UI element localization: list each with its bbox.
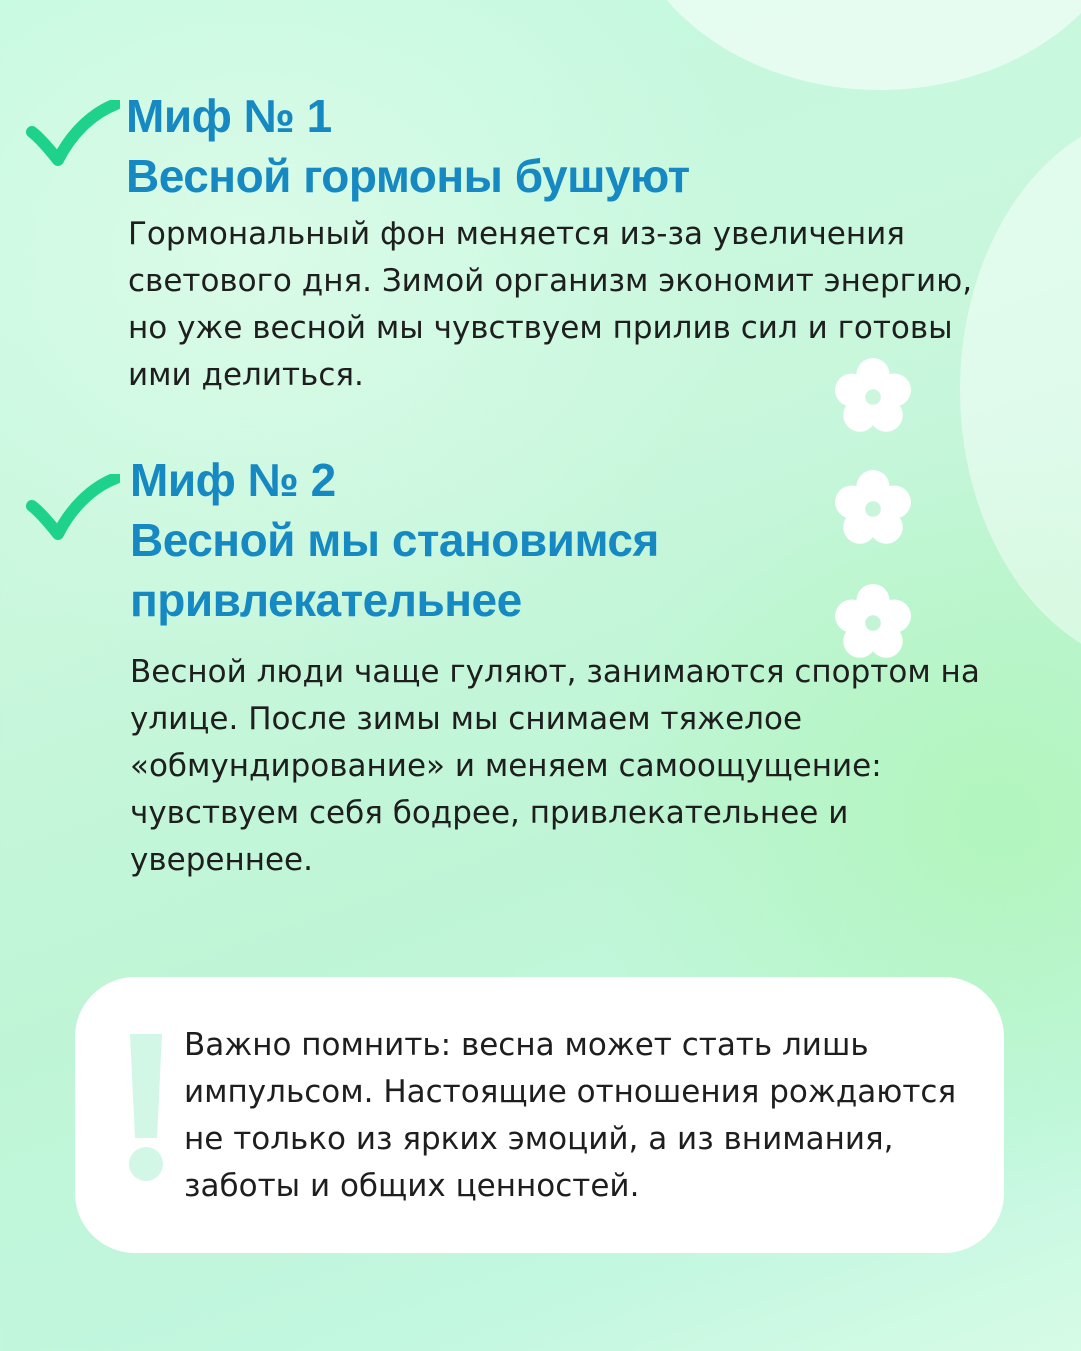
flower-icon: [834, 470, 912, 548]
myth-2-title-line-1: Весной мы становимся: [130, 514, 659, 566]
myth-2-text: Весной люди чаще гуляют, занимаются спортом на улице. После зимы мы снимаем тяжелое «обмундирование» и меняем самоощущение: чувствуем себя бодрее, привлекательнее и увереннее.: [130, 654, 980, 878]
decorative-circle-top: [620, 0, 1081, 90]
exclamation-icon: [126, 1030, 166, 1182]
myth-2-number: Миф № 2: [130, 454, 336, 506]
myth-1-text: Гормональный фон меняется из-за увеличения светового дня. Зимой организм экономит энергию, но уже весной мы чувствуем прилив сил и готовы ими делиться.: [128, 216, 973, 393]
check-icon: [26, 474, 120, 540]
myth-1-number: Миф № 1: [126, 90, 332, 142]
myth-2-title-line-2: привлекательнее: [130, 574, 522, 626]
note-text: Важно помнить: весна может стать лишь импульсом. Настоящие отношения рождаются не только из ярких эмоций, а из внимания, заботы и общих ценностей.: [184, 1027, 957, 1204]
check-icon: [26, 100, 120, 166]
myth-1-title: Весной гормоны бушуют: [126, 150, 690, 202]
